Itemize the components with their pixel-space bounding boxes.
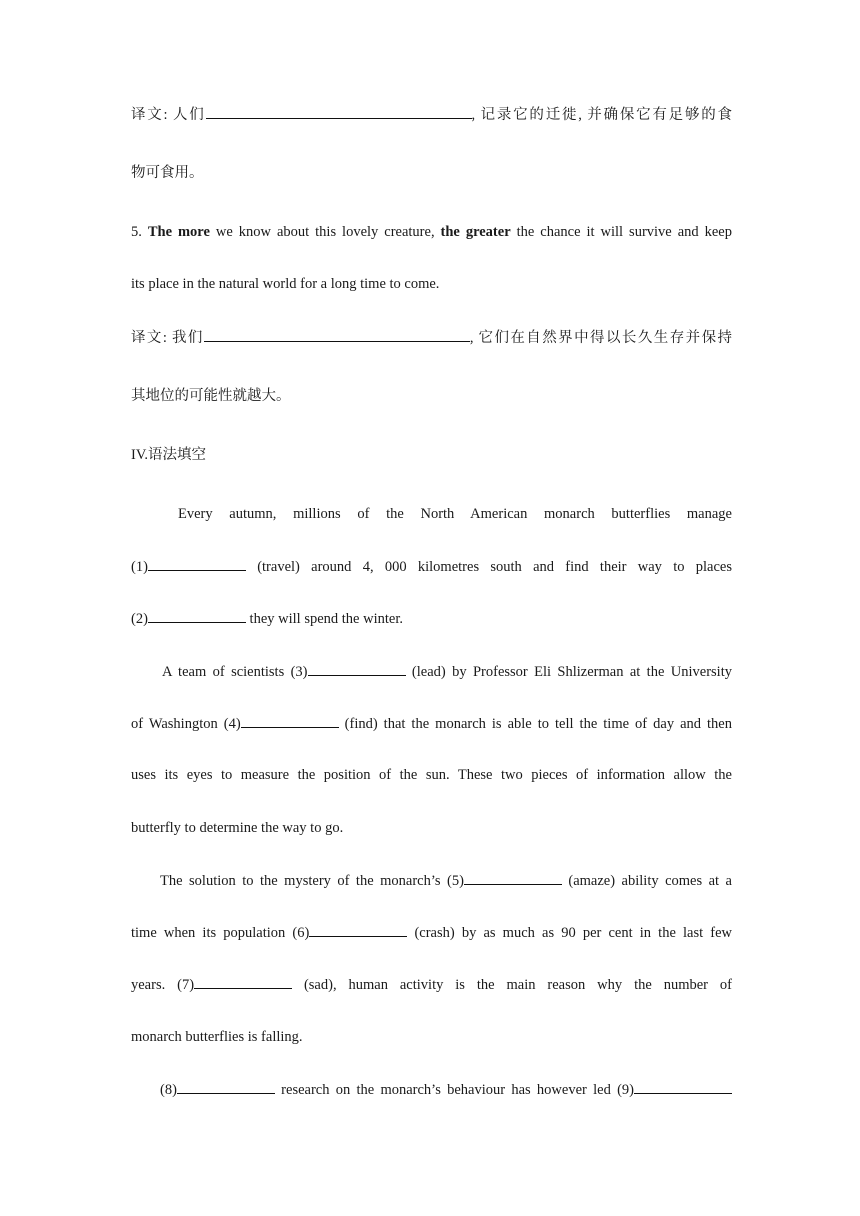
passage-text: they will spend the winter. bbox=[245, 611, 403, 627]
passage-p3-line-4: monarch butterflies is falling. bbox=[131, 1029, 303, 1045]
passage-p3-line-2 bbox=[131, 922, 732, 943]
section-heading: IV.语法填空 bbox=[131, 447, 207, 463]
passage-p1-line-1: Every autumn, millions of the North American monarch butterflies manage bbox=[178, 506, 732, 522]
translation-4-prefix: 译文: 人们 bbox=[131, 107, 206, 123]
passage-text: (amaze) ability comes at a bbox=[561, 873, 732, 889]
passage-p2-line-2 bbox=[131, 713, 732, 734]
blank-number-1: (1) bbox=[131, 559, 148, 575]
answer-blank-1[interactable] bbox=[148, 556, 246, 571]
translation-5-prefix: 译文: 我们 bbox=[131, 330, 204, 346]
answer-blank-2[interactable] bbox=[148, 608, 246, 623]
translation-4-line-1 bbox=[131, 104, 732, 125]
translation-5-line-2: 其地位的可能性就越大。 bbox=[131, 388, 291, 404]
passage-text: (lead) by Professor Eli Shlizerman at the University bbox=[405, 664, 732, 680]
translation-4-line-2: 物可食用。 bbox=[131, 165, 204, 181]
passage-text: (crash) by as much as 90 per cent in the last few bbox=[407, 925, 733, 941]
passage-text: (find) that the monarch is able to tell the time of day and then bbox=[338, 716, 732, 732]
translation-4-suffix: , 记录它的迁徙, 并确保它有足够的食 bbox=[471, 107, 732, 123]
answer-blank-translation-4[interactable] bbox=[206, 104, 472, 119]
passage-p1-line-2 bbox=[131, 556, 732, 577]
answer-blank-3[interactable] bbox=[308, 661, 406, 676]
answer-blank-7[interactable] bbox=[194, 974, 292, 989]
passage-p3-line-1 bbox=[160, 870, 732, 891]
answer-blank-5[interactable] bbox=[464, 870, 562, 885]
sentence-5-mid: we know about this lovely creature, bbox=[209, 224, 441, 240]
blank-number-8: (8) bbox=[160, 1082, 177, 1098]
passage-text: of Washington (4) bbox=[131, 716, 241, 732]
passage-p3-line-3 bbox=[131, 974, 732, 995]
passage-p1-line-3 bbox=[131, 608, 732, 629]
passage-text: (travel) around 4, 000 kilometres south and find their way to places bbox=[245, 559, 732, 575]
passage-text: A team of scientists (3) bbox=[162, 664, 308, 680]
passage-p2-line-3: uses its eyes to measure the position of the sun. These two pieces of information allow the bbox=[131, 767, 732, 783]
sentence-5-line-1 bbox=[131, 222, 732, 242]
translation-5-line-1 bbox=[131, 327, 732, 348]
answer-blank-8[interactable] bbox=[177, 1079, 275, 1094]
answer-blank-4[interactable] bbox=[241, 713, 339, 728]
sentence-5-bold-the-greater: the greater bbox=[440, 224, 511, 240]
blank-number-2: (2) bbox=[131, 611, 148, 627]
sentence-5-number: 5. bbox=[131, 224, 142, 240]
passage-text: The solution to the mystery of the monarch’s (5) bbox=[160, 873, 464, 889]
sentence-5-line-2: its place in the natural world for a long time to come. bbox=[131, 276, 440, 292]
sentence-5-rest: the chance it will survive and keep bbox=[510, 224, 732, 240]
passage-text: time when its population (6) bbox=[131, 925, 310, 941]
passage-p2-line-1 bbox=[162, 661, 732, 682]
passage-text: (sad), human activity is the main reason why the number of bbox=[292, 977, 732, 993]
answer-blank-6[interactable] bbox=[309, 922, 407, 937]
sentence-5-bold-the-more: The more bbox=[147, 224, 210, 240]
passage-text: years. (7) bbox=[131, 977, 195, 993]
passage-p2-line-4: butterfly to determine the way to go. bbox=[131, 820, 344, 836]
passage-p4-line-1 bbox=[160, 1079, 732, 1100]
passage-text: research on the monarch’s behaviour has however led (9) bbox=[274, 1082, 634, 1098]
translation-5-suffix: , 它们在自然界中得以长久生存并保持 bbox=[469, 330, 733, 346]
answer-blank-9[interactable] bbox=[634, 1079, 732, 1094]
answer-blank-translation-5[interactable] bbox=[204, 327, 470, 342]
